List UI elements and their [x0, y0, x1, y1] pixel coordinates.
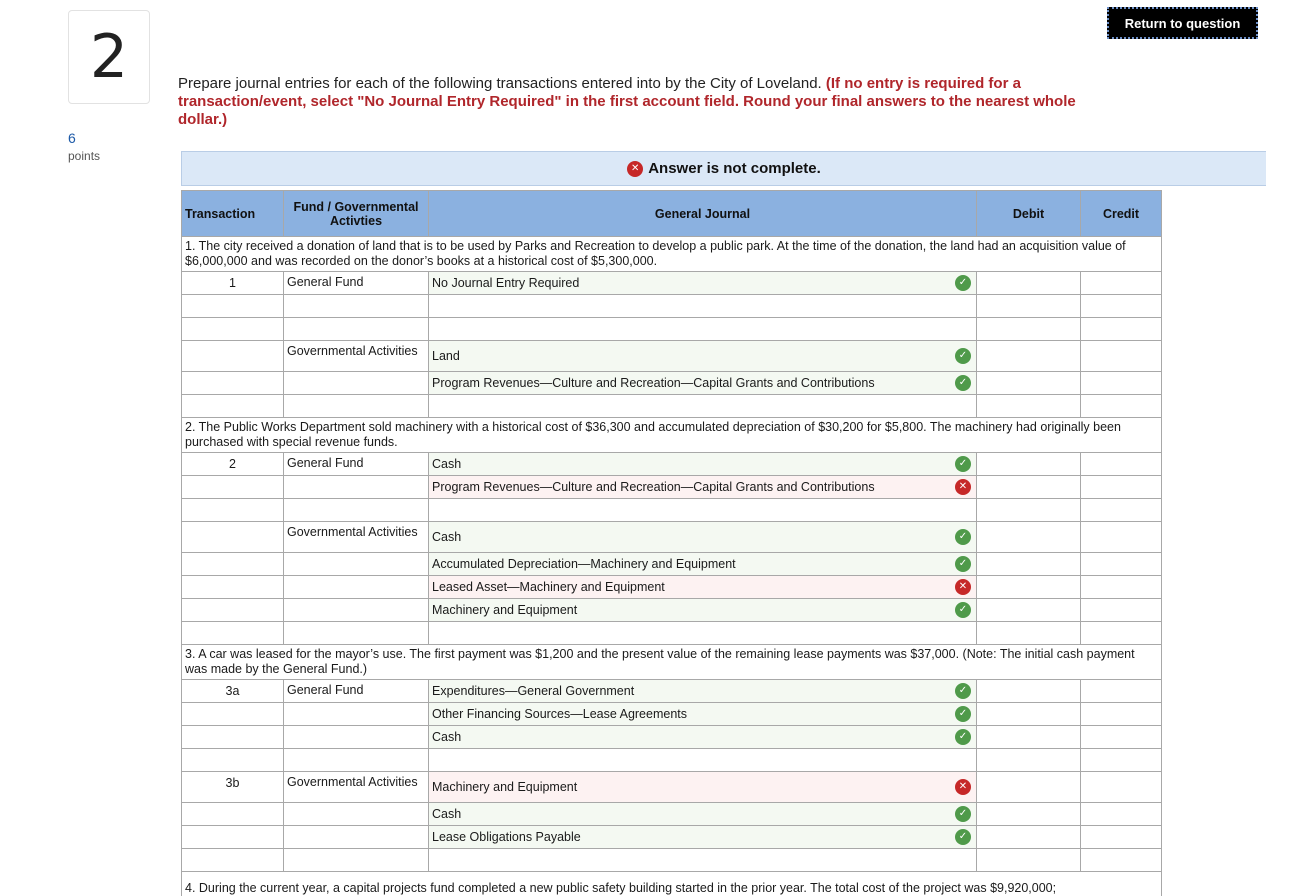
transaction-description-row	[182, 418, 1162, 453]
instructions	[178, 75, 1098, 129]
transaction-cell	[182, 476, 284, 499]
credit-input[interactable]	[1081, 395, 1162, 418]
fund-cell	[284, 295, 429, 318]
transaction-description-row	[182, 872, 1162, 896]
fund-cell	[284, 826, 429, 849]
error-icon: ✕	[627, 161, 643, 177]
credit-input[interactable]	[1081, 622, 1162, 645]
check-icon: ✓	[955, 729, 971, 745]
table-row	[182, 453, 1162, 476]
account-name: Cash	[432, 730, 462, 744]
return-to-question-button[interactable]: Return to question	[1107, 7, 1258, 39]
transaction-cell	[182, 341, 284, 372]
check-icon: ✓	[955, 556, 971, 572]
table-row	[182, 826, 1162, 849]
debit-input[interactable]	[977, 295, 1081, 318]
debit-input[interactable]	[977, 318, 1081, 341]
account-field[interactable]	[429, 395, 977, 418]
account-name: Machinery and Equipment	[432, 603, 578, 617]
transaction-cell	[182, 499, 284, 522]
error-icon: ✕	[955, 479, 971, 495]
table-row	[182, 622, 1162, 645]
table-row	[182, 318, 1162, 341]
debit-input[interactable]	[977, 826, 1081, 849]
credit-input[interactable]	[1081, 272, 1162, 295]
account-name: Program Revenues—Culture and Recreation—Capital Grants and Contributions	[432, 376, 875, 390]
transaction-description: 2. The Public Works Department sold machinery with a historical cost of $36,300 and accumulated depreciation of $30,200 for $5,800. The machinery had originally been purchased with special revenue funds.	[182, 418, 1162, 453]
account-name: Expenditures—General Government	[432, 684, 635, 698]
debit-input[interactable]	[977, 622, 1081, 645]
account-field[interactable]	[429, 522, 977, 553]
credit-input[interactable]	[1081, 726, 1162, 749]
fund-cell	[284, 849, 429, 872]
account-field[interactable]	[429, 476, 977, 499]
fund-cell: General Fund	[284, 272, 429, 295]
transaction-cell	[182, 553, 284, 576]
check-icon: ✓	[955, 683, 971, 699]
debit-input[interactable]	[977, 772, 1081, 803]
transaction-cell	[182, 803, 284, 826]
credit-input[interactable]	[1081, 849, 1162, 872]
account-field[interactable]	[429, 372, 977, 395]
credit-input[interactable]	[1081, 476, 1162, 499]
account-name: Lease Obligations Payable	[432, 830, 581, 844]
table-row	[182, 703, 1162, 726]
header-credit: Credit	[1081, 191, 1162, 237]
fund-cell	[284, 622, 429, 645]
account-field[interactable]	[429, 772, 977, 803]
banner-text: Answer is not complete.	[648, 160, 821, 177]
table-row	[182, 372, 1162, 395]
answer-status-banner	[181, 151, 1266, 186]
account-field[interactable]	[429, 295, 977, 318]
account-field[interactable]	[429, 803, 977, 826]
check-icon: ✓	[955, 348, 971, 364]
credit-input[interactable]	[1081, 826, 1162, 849]
credit-input[interactable]	[1081, 772, 1162, 803]
transaction-cell	[182, 749, 284, 772]
transaction-cell	[182, 826, 284, 849]
account-field[interactable]	[429, 703, 977, 726]
instructions-note: (If no entry is required for a transaction/event, select "No Journal Entry Required" in the first account field. Round your final answers to the nearest whole dollar.)	[178, 75, 1076, 128]
account-name: Land	[432, 349, 460, 363]
debit-input[interactable]	[977, 499, 1081, 522]
debit-input[interactable]	[977, 272, 1081, 295]
account-name: Cash	[432, 530, 462, 544]
debit-input[interactable]	[977, 726, 1081, 749]
transaction-cell	[182, 726, 284, 749]
debit-input[interactable]	[977, 803, 1081, 826]
transaction-description-row	[182, 645, 1162, 680]
debit-input[interactable]	[977, 395, 1081, 418]
fund-cell: General Fund	[284, 680, 429, 703]
table-row	[182, 341, 1162, 372]
table-row	[182, 476, 1162, 499]
fund-cell	[284, 476, 429, 499]
debit-input[interactable]	[977, 476, 1081, 499]
account-field[interactable]	[429, 576, 977, 599]
header-debit: Debit	[977, 191, 1081, 237]
debit-input[interactable]	[977, 553, 1081, 576]
header-fund: Fund / Governmental Activties	[284, 191, 429, 237]
fund-cell: Governmental Activities	[284, 522, 429, 553]
account-name: No Journal Entry Required	[432, 276, 580, 290]
account-field[interactable]	[429, 341, 977, 372]
table-row	[182, 576, 1162, 599]
check-icon: ✓	[955, 602, 971, 618]
transaction-cell	[182, 395, 284, 418]
fund-cell	[284, 372, 429, 395]
fund-cell	[284, 318, 429, 341]
fund-cell	[284, 749, 429, 772]
account-field[interactable]	[429, 499, 977, 522]
table-row	[182, 522, 1162, 553]
credit-input[interactable]	[1081, 295, 1162, 318]
debit-input[interactable]	[977, 341, 1081, 372]
fund-cell	[284, 599, 429, 622]
table-row	[182, 599, 1162, 622]
table-row	[182, 772, 1162, 803]
table-row	[182, 553, 1162, 576]
debit-input[interactable]	[977, 453, 1081, 476]
credit-input[interactable]	[1081, 803, 1162, 826]
account-name: Other Financing Sources—Lease Agreements	[432, 707, 687, 721]
debit-input[interactable]	[977, 703, 1081, 726]
transaction-cell: 3b	[182, 772, 284, 803]
check-icon: ✓	[955, 706, 971, 722]
fund-cell: General Fund	[284, 453, 429, 476]
table-row	[182, 395, 1162, 418]
account-name: Cash	[432, 807, 462, 821]
table-row	[182, 803, 1162, 826]
transaction-cell	[182, 703, 284, 726]
credit-input[interactable]	[1081, 318, 1162, 341]
transaction-description-row	[182, 237, 1162, 272]
fund-cell: Governmental Activities	[284, 772, 429, 803]
transaction-description: 1. The city received a donation of land that is to be used by Parks and Recreation to develop a public park. At the time of the donation, the land had an acquisition value of $6,000,000 and was recorded on the donor’s books at a historical cost of $5,300,000.	[182, 237, 1162, 272]
account-field[interactable]	[429, 318, 977, 341]
debit-input[interactable]	[977, 680, 1081, 703]
credit-input[interactable]	[1081, 522, 1162, 553]
debit-input[interactable]	[977, 372, 1081, 395]
error-icon: ✕	[955, 779, 971, 795]
debit-input[interactable]	[977, 599, 1081, 622]
header-general-journal: General Journal	[429, 191, 977, 237]
transaction-cell	[182, 318, 284, 341]
account-name: Program Revenues—Culture and Recreation—Capital Grants and Contributions	[432, 480, 875, 494]
check-icon: ✓	[955, 275, 971, 291]
credit-input[interactable]	[1081, 703, 1162, 726]
account-field[interactable]	[429, 826, 977, 849]
credit-input[interactable]	[1081, 372, 1162, 395]
transaction-cell	[182, 522, 284, 553]
fund-cell	[284, 726, 429, 749]
points-value: 6	[68, 130, 76, 146]
transaction-description: 3. A car was leased for the mayor’s use. The first payment was $1,200 and the present value of the remaining lease payments was $37,000. (Note: The initial cash payment was made by the General Fund.)	[182, 645, 1162, 680]
debit-input[interactable]	[977, 522, 1081, 553]
account-field[interactable]	[429, 849, 977, 872]
check-icon: ✓	[955, 806, 971, 822]
fund-cell	[284, 395, 429, 418]
transaction-cell	[182, 372, 284, 395]
journal-table	[181, 190, 1162, 896]
table-row	[182, 749, 1162, 772]
table-row	[182, 680, 1162, 703]
table-row	[182, 295, 1162, 318]
question-number: 2	[68, 10, 150, 104]
account-name: Leased Asset—Machinery and Equipment	[432, 580, 665, 594]
error-icon: ✕	[955, 579, 971, 595]
transaction-cell	[182, 849, 284, 872]
transaction-cell	[182, 599, 284, 622]
account-field[interactable]	[429, 272, 977, 295]
credit-input[interactable]	[1081, 680, 1162, 703]
account-field[interactable]	[429, 622, 977, 645]
debit-input[interactable]	[977, 849, 1081, 872]
fund-cell	[284, 803, 429, 826]
account-field[interactable]	[429, 680, 977, 703]
instructions-text: Prepare journal entries for each of the following transactions entered into by the City of Loveland.	[178, 75, 822, 92]
fund-cell	[284, 576, 429, 599]
table-header-row	[182, 191, 1162, 237]
check-icon: ✓	[955, 829, 971, 845]
transaction-cell: 3a	[182, 680, 284, 703]
debit-input[interactable]	[977, 576, 1081, 599]
credit-input[interactable]	[1081, 599, 1162, 622]
transaction-cell	[182, 576, 284, 599]
fund-cell: Governmental Activities	[284, 341, 429, 372]
fund-cell	[284, 499, 429, 522]
account-name: Machinery and Equipment	[432, 780, 578, 794]
account-field[interactable]	[429, 599, 977, 622]
credit-input[interactable]	[1081, 499, 1162, 522]
credit-input[interactable]	[1081, 553, 1162, 576]
credit-input[interactable]	[1081, 749, 1162, 772]
table-row	[182, 272, 1162, 295]
fund-cell	[284, 553, 429, 576]
account-field[interactable]	[429, 749, 977, 772]
points-label: points	[68, 149, 101, 163]
transaction-cell	[182, 622, 284, 645]
account-name: Cash	[432, 457, 462, 471]
transaction-cell: 2	[182, 453, 284, 476]
account-field[interactable]	[429, 726, 977, 749]
transaction-cell	[182, 295, 284, 318]
transaction-description: 4. During the current year, a capital projects fund completed a new public safety building started in the prior year. The total cost of the project was $9,920,000;	[182, 872, 1162, 896]
debit-input[interactable]	[977, 749, 1081, 772]
credit-input[interactable]	[1081, 341, 1162, 372]
check-icon: ✓	[955, 529, 971, 545]
table-row	[182, 726, 1162, 749]
table-row	[182, 499, 1162, 522]
credit-input[interactable]	[1081, 576, 1162, 599]
header-transaction: Transaction	[182, 191, 284, 237]
table-row	[182, 849, 1162, 872]
check-icon: ✓	[955, 375, 971, 391]
fund-cell	[284, 703, 429, 726]
account-field[interactable]	[429, 553, 977, 576]
account-name: Accumulated Depreciation—Machinery and Equipment	[432, 557, 736, 571]
check-icon: ✓	[955, 456, 971, 472]
account-field[interactable]	[429, 453, 977, 476]
transaction-cell: 1	[182, 272, 284, 295]
credit-input[interactable]	[1081, 453, 1162, 476]
